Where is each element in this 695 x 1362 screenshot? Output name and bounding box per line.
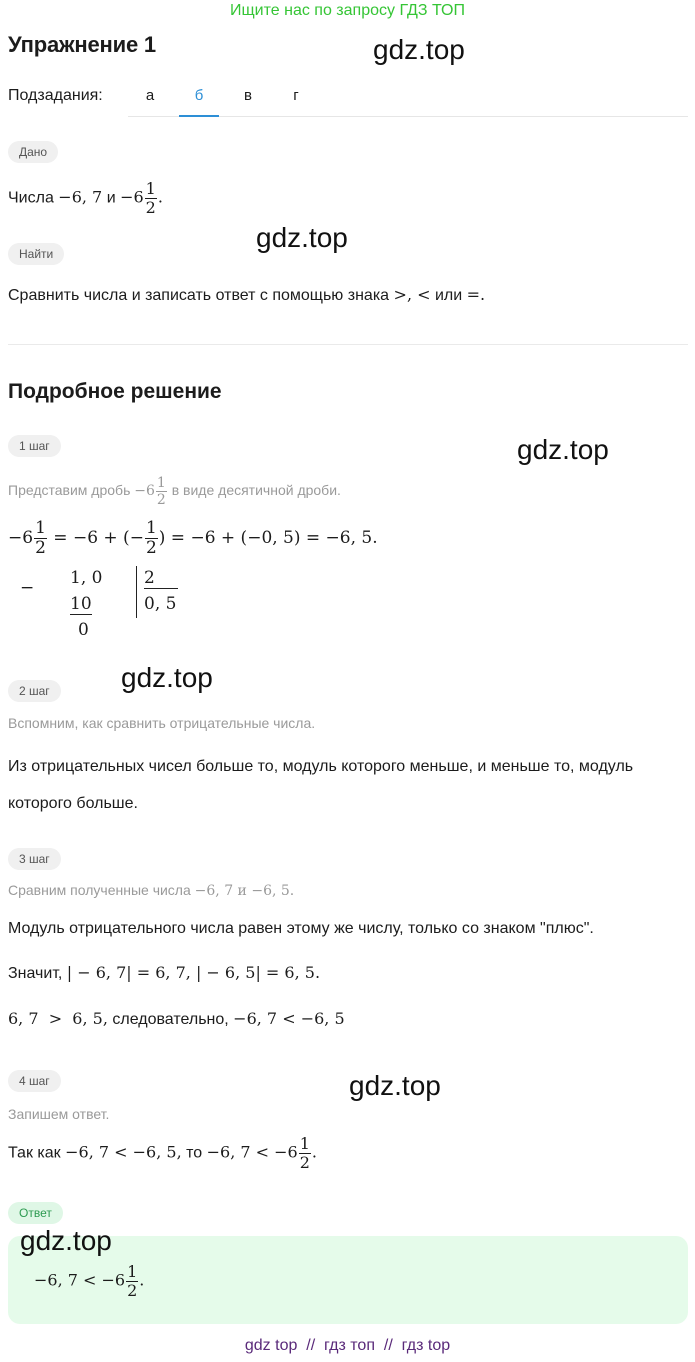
step-1-hint-num: 1 xyxy=(156,475,166,491)
division-subtrahend: 10 xyxy=(70,594,92,614)
step-1-badge xyxy=(8,435,61,457)
step-4-num: 1 xyxy=(299,1134,310,1153)
solution-title: Подробное решение xyxy=(8,380,222,403)
step-2-badge xyxy=(8,680,61,702)
step-4-badge xyxy=(8,1070,61,1092)
step-3-line-2 xyxy=(8,962,320,985)
step-1-eq-mid-den: 2 xyxy=(145,538,157,558)
step-3-line-2-math: | − 6, 7| = 6, 7, | − 6, 5| = 6, 5. xyxy=(66,963,321,982)
step-1-equation xyxy=(8,520,378,557)
given-text xyxy=(8,181,163,216)
given-fraction xyxy=(145,181,157,216)
tab-v[interactable]: в xyxy=(244,87,252,104)
divider xyxy=(8,344,688,345)
step-4-prefix: Так как xyxy=(8,1144,61,1162)
step-1-eq-num: 1 xyxy=(35,518,46,538)
find-signs: >, < xyxy=(393,285,431,304)
step-4-text xyxy=(8,1136,317,1171)
step-3-line-3-math-b: −6, 7 < −6, 5 xyxy=(233,1009,345,1028)
long-division xyxy=(8,566,208,646)
find-badge xyxy=(8,243,64,265)
step-1-hint-suffix: в виде десятичной дроби. xyxy=(171,482,341,499)
step-1-eq-mid-num: 1 xyxy=(145,518,157,538)
step-4-den: 2 xyxy=(299,1153,310,1172)
step-3-badge-label: 3 шаг xyxy=(8,848,61,870)
step-1-eq-mid-fraction xyxy=(145,520,158,557)
watermark: gdz.top xyxy=(517,434,609,465)
page-title: Упражнение 1 xyxy=(8,32,156,57)
division-remainder: 0 xyxy=(78,620,89,640)
step-1-badge-label: 1 шаг xyxy=(8,435,61,457)
step-3-badge xyxy=(8,848,61,870)
step-1-hint-whole: −6 xyxy=(134,483,155,500)
answer-badge-label: Ответ xyxy=(8,1202,63,1224)
step-1-eq-den: 2 xyxy=(35,538,46,558)
given-math-b-whole: −6 xyxy=(120,187,144,207)
step-3-line-1: Модуль отрицательного числа равен этому же числу, только со знаком "плюс". xyxy=(8,920,594,937)
subtasks-label: Подзадания: xyxy=(8,87,103,104)
step-1-hint-den: 2 xyxy=(156,492,166,508)
step-1-eq-fraction xyxy=(34,520,47,557)
step-4-badge-label: 4 шаг xyxy=(8,1070,61,1092)
find-text xyxy=(8,284,485,307)
division-dividend: 1, 0 xyxy=(70,568,103,588)
step-4-fraction xyxy=(299,1136,311,1171)
watermark: gdz.top xyxy=(20,1225,112,1256)
step-4-math-a: −6, 7 < −6, 5, xyxy=(65,1142,182,1162)
answer-badge xyxy=(8,1202,63,1224)
watermark: gdz.top xyxy=(373,34,465,65)
step-1-hint-fraction xyxy=(156,476,167,507)
step-1-eq-rest: ) = −6 + (−0, 5) = −6, 5. xyxy=(158,528,378,548)
division-minus: − xyxy=(20,578,35,598)
tab-g[interactable]: г xyxy=(293,87,299,104)
step-4-mid: то xyxy=(186,1144,203,1162)
step-3-hint-prefix: Сравним полученные числа xyxy=(8,882,191,898)
tab-a[interactable]: а xyxy=(145,87,155,104)
given-prefix: Числа xyxy=(8,189,54,207)
division-quotient: 0, 5 xyxy=(144,594,177,614)
watermark: gdz.top xyxy=(256,222,348,253)
step-4-hint: Запишем ответ. xyxy=(8,1106,110,1122)
step-2-hint: Вспомним, как сравнить отрицательные числа. xyxy=(8,715,316,731)
given-badge-label: Дано xyxy=(8,141,58,163)
given-frac-num: 1 xyxy=(145,179,156,198)
step-3-line-3-text: следовательно, xyxy=(112,1011,229,1028)
given-end: . xyxy=(157,187,163,207)
given-conj: и xyxy=(106,189,116,207)
subtask-tabs xyxy=(128,76,688,117)
watermark: gdz.top xyxy=(121,662,213,693)
find-or: или xyxy=(434,287,463,304)
given-badge xyxy=(8,141,58,163)
step-2-text: Из отрицательных чисел больше то, модуль которого меньше, и меньше то, модуль которого больше. xyxy=(8,758,634,812)
step-4-end: . xyxy=(311,1142,317,1162)
step-2-badge-label: 2 шаг xyxy=(8,680,61,702)
given-math-a: −6, 7 xyxy=(58,187,103,207)
find-badge-label: Найти xyxy=(8,243,64,265)
answer-end: . xyxy=(139,1270,145,1290)
step-1-eq-mid: = −6 + (− xyxy=(53,528,144,548)
step-1-hint xyxy=(8,476,341,507)
step-3-line-2-prefix: Значит, xyxy=(8,965,63,982)
find-prefix: Сравнить числа и записать ответ с помощью знака xyxy=(8,287,390,304)
given-frac-den: 2 xyxy=(145,198,156,217)
step-4-math-b: −6, 7 < −6 xyxy=(206,1142,298,1162)
step-1-hint-prefix: Представим дробь xyxy=(8,482,131,499)
footer-links[interactable]: gdz top // гдз топ // гдз top xyxy=(244,1337,451,1354)
watermark: gdz.top xyxy=(349,1070,441,1101)
answer-fraction xyxy=(126,1264,138,1299)
division-divisor: 2 xyxy=(144,568,178,589)
step-3-hint xyxy=(8,882,294,899)
answer-text xyxy=(34,1264,144,1299)
promo-banner: Ищите нас по запросу ГДЗ ТОП xyxy=(230,2,465,19)
step-3-hint-math: −6, 7 и −6, 5. xyxy=(194,883,295,899)
tab-b[interactable]: б xyxy=(179,76,219,117)
step-3-line-3-math-a: 6, 7 > 6, 5, xyxy=(8,1009,108,1028)
answer-math: −6, 7 < −6 xyxy=(34,1270,126,1290)
step-1-eq-whole: −6 xyxy=(8,528,34,548)
find-eq: =. xyxy=(466,285,486,304)
answer-num: 1 xyxy=(127,1262,138,1281)
answer-den: 2 xyxy=(127,1281,138,1300)
division-bar xyxy=(136,566,137,618)
step-3-line-3 xyxy=(8,1008,345,1031)
